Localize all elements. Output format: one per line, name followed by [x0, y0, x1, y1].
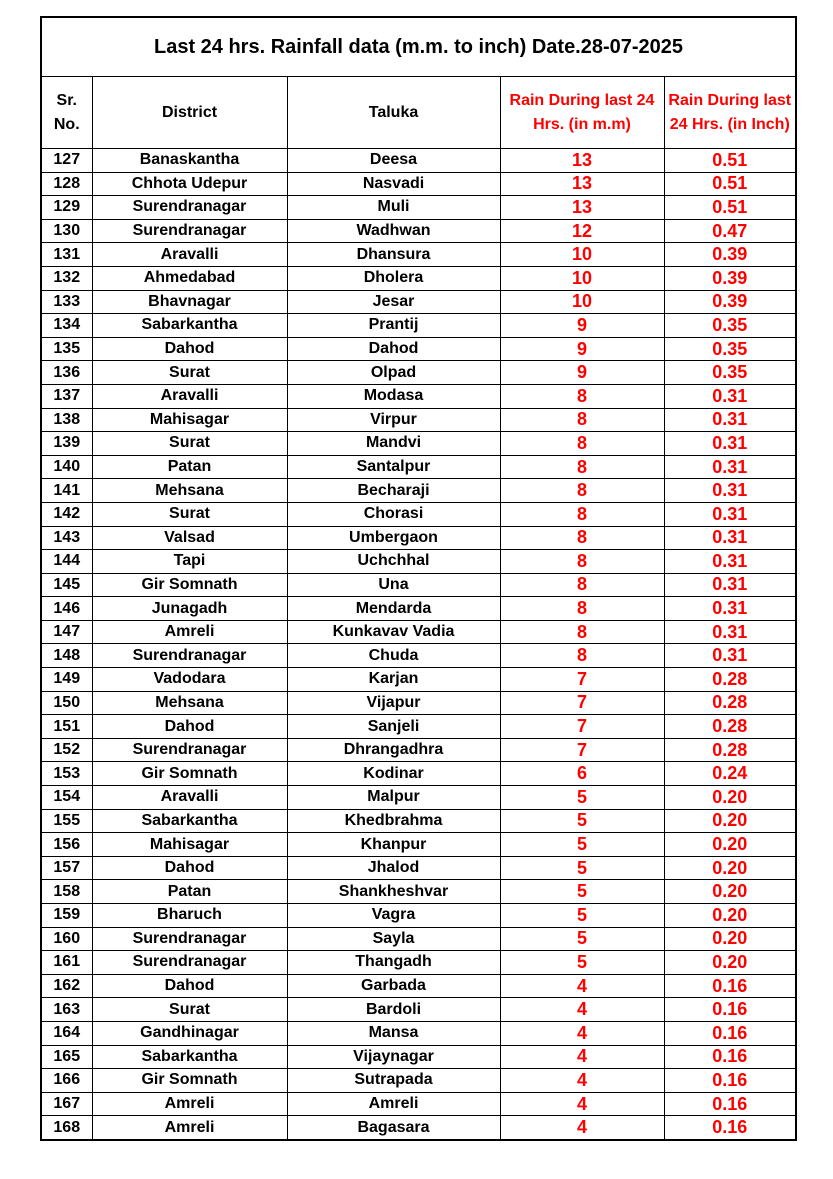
table-row — [41, 1069, 796, 1093]
cell-rain-inch: 0.16 — [664, 1069, 796, 1093]
table-row — [41, 361, 796, 385]
cell-rain-inch: 0.16 — [664, 1116, 796, 1140]
cell-rain-mm: 5 — [500, 833, 664, 857]
cell-district: Sabarkantha — [92, 314, 287, 338]
cell-taluka: Vijaynagar — [287, 1045, 500, 1069]
cell-sr-no: 131 — [41, 243, 92, 267]
table-row — [41, 951, 796, 975]
cell-taluka: Dhansura — [287, 243, 500, 267]
cell-district: Surat — [92, 432, 287, 456]
cell-rain-inch: 0.51 — [664, 172, 796, 196]
cell-district: Banaskantha — [92, 149, 287, 173]
header-district: District — [92, 77, 287, 149]
cell-district: Surat — [92, 998, 287, 1022]
table-row — [41, 290, 796, 314]
cell-rain-inch: 0.28 — [664, 668, 796, 692]
table-row — [41, 408, 796, 432]
cell-rain-inch: 0.16 — [664, 1021, 796, 1045]
cell-sr-no: 129 — [41, 196, 92, 220]
cell-rain-mm: 5 — [500, 786, 664, 810]
cell-rain-inch: 0.39 — [664, 266, 796, 290]
table-row — [41, 880, 796, 904]
cell-rain-mm: 8 — [500, 620, 664, 644]
cell-sr-no: 168 — [41, 1116, 92, 1140]
cell-rain-mm: 10 — [500, 290, 664, 314]
cell-sr-no: 137 — [41, 384, 92, 408]
cell-taluka: Amreli — [287, 1092, 500, 1116]
cell-rain-inch: 0.20 — [664, 833, 796, 857]
cell-rain-inch: 0.20 — [664, 927, 796, 951]
cell-district: Mahisagar — [92, 833, 287, 857]
cell-district: Gir Somnath — [92, 1069, 287, 1093]
cell-district: Gir Somnath — [92, 573, 287, 597]
cell-rain-mm: 5 — [500, 856, 664, 880]
table-row — [41, 337, 796, 361]
cell-rain-mm: 8 — [500, 455, 664, 479]
cell-rain-inch: 0.39 — [664, 290, 796, 314]
table-row — [41, 691, 796, 715]
table-row — [41, 455, 796, 479]
table-title: Last 24 hrs. Rainfall data (m.m. to inch) Date.28-07-2025 — [41, 17, 796, 77]
cell-sr-no: 160 — [41, 927, 92, 951]
table-row — [41, 479, 796, 503]
cell-district: Surat — [92, 361, 287, 385]
cell-taluka: Jesar — [287, 290, 500, 314]
table-row — [41, 266, 796, 290]
cell-district: Valsad — [92, 526, 287, 550]
table-row — [41, 644, 796, 668]
cell-rain-mm: 5 — [500, 951, 664, 975]
cell-sr-no: 130 — [41, 219, 92, 243]
table-row — [41, 502, 796, 526]
cell-district: Aravalli — [92, 243, 287, 267]
cell-rain-inch: 0.20 — [664, 809, 796, 833]
cell-sr-no: 153 — [41, 762, 92, 786]
cell-rain-mm: 7 — [500, 715, 664, 739]
cell-rain-inch: 0.35 — [664, 337, 796, 361]
table-row — [41, 786, 796, 810]
cell-rain-mm: 7 — [500, 691, 664, 715]
cell-sr-no: 142 — [41, 502, 92, 526]
table-row — [41, 809, 796, 833]
cell-rain-inch: 0.31 — [664, 550, 796, 574]
cell-rain-mm: 9 — [500, 314, 664, 338]
cell-rain-inch: 0.16 — [664, 1045, 796, 1069]
cell-taluka: Prantij — [287, 314, 500, 338]
cell-rain-mm: 4 — [500, 1092, 664, 1116]
cell-sr-no: 166 — [41, 1069, 92, 1093]
cell-rain-mm: 13 — [500, 172, 664, 196]
cell-taluka: Thangadh — [287, 951, 500, 975]
cell-sr-no: 167 — [41, 1092, 92, 1116]
cell-taluka: Shankheshvar — [287, 880, 500, 904]
cell-sr-no: 161 — [41, 951, 92, 975]
cell-taluka: Jhalod — [287, 856, 500, 880]
cell-district: Mehsana — [92, 479, 287, 503]
cell-rain-inch: 0.28 — [664, 715, 796, 739]
cell-taluka: Olpad — [287, 361, 500, 385]
cell-rain-mm: 4 — [500, 1045, 664, 1069]
table-row — [41, 620, 796, 644]
cell-district: Bharuch — [92, 904, 287, 928]
cell-district: Surendranagar — [92, 644, 287, 668]
cell-district: Patan — [92, 455, 287, 479]
table-row — [41, 597, 796, 621]
cell-district: Bhavnagar — [92, 290, 287, 314]
table-row — [41, 1021, 796, 1045]
cell-district: Surendranagar — [92, 951, 287, 975]
cell-taluka: Umbergaon — [287, 526, 500, 550]
cell-sr-no: 165 — [41, 1045, 92, 1069]
cell-taluka: Vijapur — [287, 691, 500, 715]
cell-sr-no: 134 — [41, 314, 92, 338]
cell-taluka: Santalpur — [287, 455, 500, 479]
cell-district: Surendranagar — [92, 927, 287, 951]
cell-rain-mm: 8 — [500, 597, 664, 621]
cell-taluka: Dholera — [287, 266, 500, 290]
cell-rain-mm: 4 — [500, 1021, 664, 1045]
cell-rain-mm: 5 — [500, 927, 664, 951]
cell-rain-mm: 7 — [500, 738, 664, 762]
cell-sr-no: 163 — [41, 998, 92, 1022]
cell-rain-inch: 0.20 — [664, 786, 796, 810]
cell-rain-mm: 10 — [500, 243, 664, 267]
cell-district: Aravalli — [92, 384, 287, 408]
cell-sr-no: 135 — [41, 337, 92, 361]
table-row — [41, 172, 796, 196]
table-body — [41, 149, 796, 1140]
cell-rain-inch: 0.31 — [664, 597, 796, 621]
table-row — [41, 196, 796, 220]
cell-taluka: Garbada — [287, 974, 500, 998]
cell-district: Mehsana — [92, 691, 287, 715]
cell-sr-no: 155 — [41, 809, 92, 833]
cell-district: Vadodara — [92, 668, 287, 692]
cell-district: Dahod — [92, 856, 287, 880]
cell-rain-mm: 9 — [500, 337, 664, 361]
cell-rain-inch: 0.20 — [664, 951, 796, 975]
cell-sr-no: 143 — [41, 526, 92, 550]
cell-taluka: Wadhwan — [287, 219, 500, 243]
cell-sr-no: 150 — [41, 691, 92, 715]
cell-sr-no: 132 — [41, 266, 92, 290]
cell-district: Ahmedabad — [92, 266, 287, 290]
header-taluka: Taluka — [287, 77, 500, 149]
cell-taluka: Vagra — [287, 904, 500, 928]
table-row — [41, 219, 796, 243]
table-row — [41, 573, 796, 597]
cell-district: Aravalli — [92, 786, 287, 810]
cell-taluka: Khanpur — [287, 833, 500, 857]
cell-taluka: Khedbrahma — [287, 809, 500, 833]
cell-sr-no: 145 — [41, 573, 92, 597]
cell-taluka: Sanjeli — [287, 715, 500, 739]
cell-district: Amreli — [92, 1092, 287, 1116]
cell-rain-mm: 9 — [500, 361, 664, 385]
cell-district: Patan — [92, 880, 287, 904]
table-row — [41, 243, 796, 267]
header-sr-no: Sr. No. — [41, 77, 92, 149]
cell-sr-no: 133 — [41, 290, 92, 314]
cell-sr-no: 136 — [41, 361, 92, 385]
table-row — [41, 526, 796, 550]
cell-rain-mm: 7 — [500, 668, 664, 692]
cell-sr-no: 152 — [41, 738, 92, 762]
cell-rain-inch: 0.31 — [664, 573, 796, 597]
cell-rain-mm: 13 — [500, 149, 664, 173]
cell-taluka: Sutrapada — [287, 1069, 500, 1093]
cell-taluka: Muli — [287, 196, 500, 220]
table-row — [41, 762, 796, 786]
cell-rain-mm: 5 — [500, 880, 664, 904]
table-row — [41, 550, 796, 574]
cell-taluka: Malpur — [287, 786, 500, 810]
cell-rain-mm: 8 — [500, 550, 664, 574]
cell-rain-inch: 0.31 — [664, 502, 796, 526]
cell-sr-no: 141 — [41, 479, 92, 503]
table-row — [41, 998, 796, 1022]
cell-district: Amreli — [92, 620, 287, 644]
table-row — [41, 833, 796, 857]
cell-sr-no: 128 — [41, 172, 92, 196]
rainfall-table — [40, 16, 797, 1141]
cell-taluka: Karjan — [287, 668, 500, 692]
table-row — [41, 927, 796, 951]
table-row — [41, 432, 796, 456]
cell-rain-inch: 0.24 — [664, 762, 796, 786]
cell-rain-inch: 0.20 — [664, 880, 796, 904]
cell-taluka: Kunkavav Vadia — [287, 620, 500, 644]
cell-district: Junagadh — [92, 597, 287, 621]
cell-rain-mm: 4 — [500, 1116, 664, 1140]
cell-taluka: Nasvadi — [287, 172, 500, 196]
cell-district: Surendranagar — [92, 196, 287, 220]
cell-rain-inch: 0.16 — [664, 998, 796, 1022]
cell-taluka: Modasa — [287, 384, 500, 408]
cell-taluka: Bagasara — [287, 1116, 500, 1140]
cell-district: Surendranagar — [92, 219, 287, 243]
cell-rain-inch: 0.31 — [664, 526, 796, 550]
cell-rain-mm: 8 — [500, 479, 664, 503]
cell-sr-no: 149 — [41, 668, 92, 692]
rainfall-sheet — [40, 16, 795, 1141]
cell-rain-inch: 0.51 — [664, 196, 796, 220]
cell-district: Gir Somnath — [92, 762, 287, 786]
cell-rain-mm: 4 — [500, 1069, 664, 1093]
table-row — [41, 715, 796, 739]
cell-taluka: Una — [287, 573, 500, 597]
cell-district: Dahod — [92, 715, 287, 739]
cell-rain-inch: 0.16 — [664, 974, 796, 998]
cell-rain-inch: 0.31 — [664, 408, 796, 432]
cell-rain-inch: 0.20 — [664, 904, 796, 928]
header-rain-inch: Rain During last 24 Hrs. (in Inch) — [664, 77, 796, 149]
cell-rain-inch: 0.20 — [664, 856, 796, 880]
cell-taluka: Chuda — [287, 644, 500, 668]
cell-sr-no: 138 — [41, 408, 92, 432]
cell-sr-no: 148 — [41, 644, 92, 668]
cell-taluka: Mansa — [287, 1021, 500, 1045]
cell-taluka: Virpur — [287, 408, 500, 432]
cell-sr-no: 154 — [41, 786, 92, 810]
cell-taluka: Uchchhal — [287, 550, 500, 574]
table-row — [41, 384, 796, 408]
cell-rain-inch: 0.28 — [664, 691, 796, 715]
cell-taluka: Bardoli — [287, 998, 500, 1022]
cell-rain-mm: 8 — [500, 644, 664, 668]
cell-sr-no: 157 — [41, 856, 92, 880]
table-row — [41, 1045, 796, 1069]
cell-rain-inch: 0.16 — [664, 1092, 796, 1116]
cell-sr-no: 140 — [41, 455, 92, 479]
cell-rain-mm: 10 — [500, 266, 664, 290]
cell-taluka: Mendarda — [287, 597, 500, 621]
cell-rain-mm: 8 — [500, 526, 664, 550]
cell-rain-inch: 0.35 — [664, 314, 796, 338]
cell-district: Amreli — [92, 1116, 287, 1140]
cell-rain-inch: 0.31 — [664, 432, 796, 456]
cell-sr-no: 147 — [41, 620, 92, 644]
cell-rain-mm: 8 — [500, 384, 664, 408]
cell-rain-inch: 0.28 — [664, 738, 796, 762]
cell-district: Surat — [92, 502, 287, 526]
cell-district: Sabarkantha — [92, 1045, 287, 1069]
cell-sr-no: 156 — [41, 833, 92, 857]
cell-sr-no: 127 — [41, 149, 92, 173]
cell-district: Gandhinagar — [92, 1021, 287, 1045]
table-row — [41, 668, 796, 692]
header-rain-mm: Rain During last 24 Hrs. (in m.m) — [500, 77, 664, 149]
cell-rain-mm: 8 — [500, 573, 664, 597]
table-row — [41, 1116, 796, 1140]
table-row — [41, 856, 796, 880]
table-row — [41, 149, 796, 173]
table-row — [41, 1092, 796, 1116]
cell-taluka: Kodinar — [287, 762, 500, 786]
cell-sr-no: 162 — [41, 974, 92, 998]
table-row — [41, 314, 796, 338]
cell-district: Surendranagar — [92, 738, 287, 762]
cell-taluka: Chorasi — [287, 502, 500, 526]
cell-rain-mm: 12 — [500, 219, 664, 243]
cell-rain-inch: 0.31 — [664, 620, 796, 644]
cell-sr-no: 151 — [41, 715, 92, 739]
cell-rain-mm: 8 — [500, 432, 664, 456]
cell-sr-no: 159 — [41, 904, 92, 928]
cell-district: Sabarkantha — [92, 809, 287, 833]
cell-rain-mm: 13 — [500, 196, 664, 220]
cell-sr-no: 164 — [41, 1021, 92, 1045]
cell-taluka: Dhrangadhra — [287, 738, 500, 762]
cell-rain-mm: 5 — [500, 904, 664, 928]
cell-rain-mm: 4 — [500, 998, 664, 1022]
cell-rain-inch: 0.47 — [664, 219, 796, 243]
cell-district: Tapi — [92, 550, 287, 574]
cell-rain-inch: 0.51 — [664, 149, 796, 173]
cell-sr-no: 139 — [41, 432, 92, 456]
cell-rain-inch: 0.31 — [664, 479, 796, 503]
cell-rain-inch: 0.39 — [664, 243, 796, 267]
cell-rain-mm: 6 — [500, 762, 664, 786]
cell-rain-inch: 0.31 — [664, 455, 796, 479]
cell-district: Dahod — [92, 337, 287, 361]
cell-taluka: Deesa — [287, 149, 500, 173]
cell-sr-no: 146 — [41, 597, 92, 621]
cell-rain-inch: 0.31 — [664, 384, 796, 408]
cell-rain-mm: 8 — [500, 408, 664, 432]
cell-sr-no: 144 — [41, 550, 92, 574]
cell-rain-mm: 4 — [500, 974, 664, 998]
cell-taluka: Mandvi — [287, 432, 500, 456]
table-row — [41, 738, 796, 762]
cell-district: Mahisagar — [92, 408, 287, 432]
cell-taluka: Dahod — [287, 337, 500, 361]
table-row — [41, 904, 796, 928]
cell-district: Chhota Udepur — [92, 172, 287, 196]
cell-taluka: Sayla — [287, 927, 500, 951]
cell-taluka: Becharaji — [287, 479, 500, 503]
cell-rain-inch: 0.35 — [664, 361, 796, 385]
cell-rain-mm: 5 — [500, 809, 664, 833]
cell-rain-inch: 0.31 — [664, 644, 796, 668]
cell-district: Dahod — [92, 974, 287, 998]
cell-rain-mm: 8 — [500, 502, 664, 526]
table-row — [41, 974, 796, 998]
cell-sr-no: 158 — [41, 880, 92, 904]
